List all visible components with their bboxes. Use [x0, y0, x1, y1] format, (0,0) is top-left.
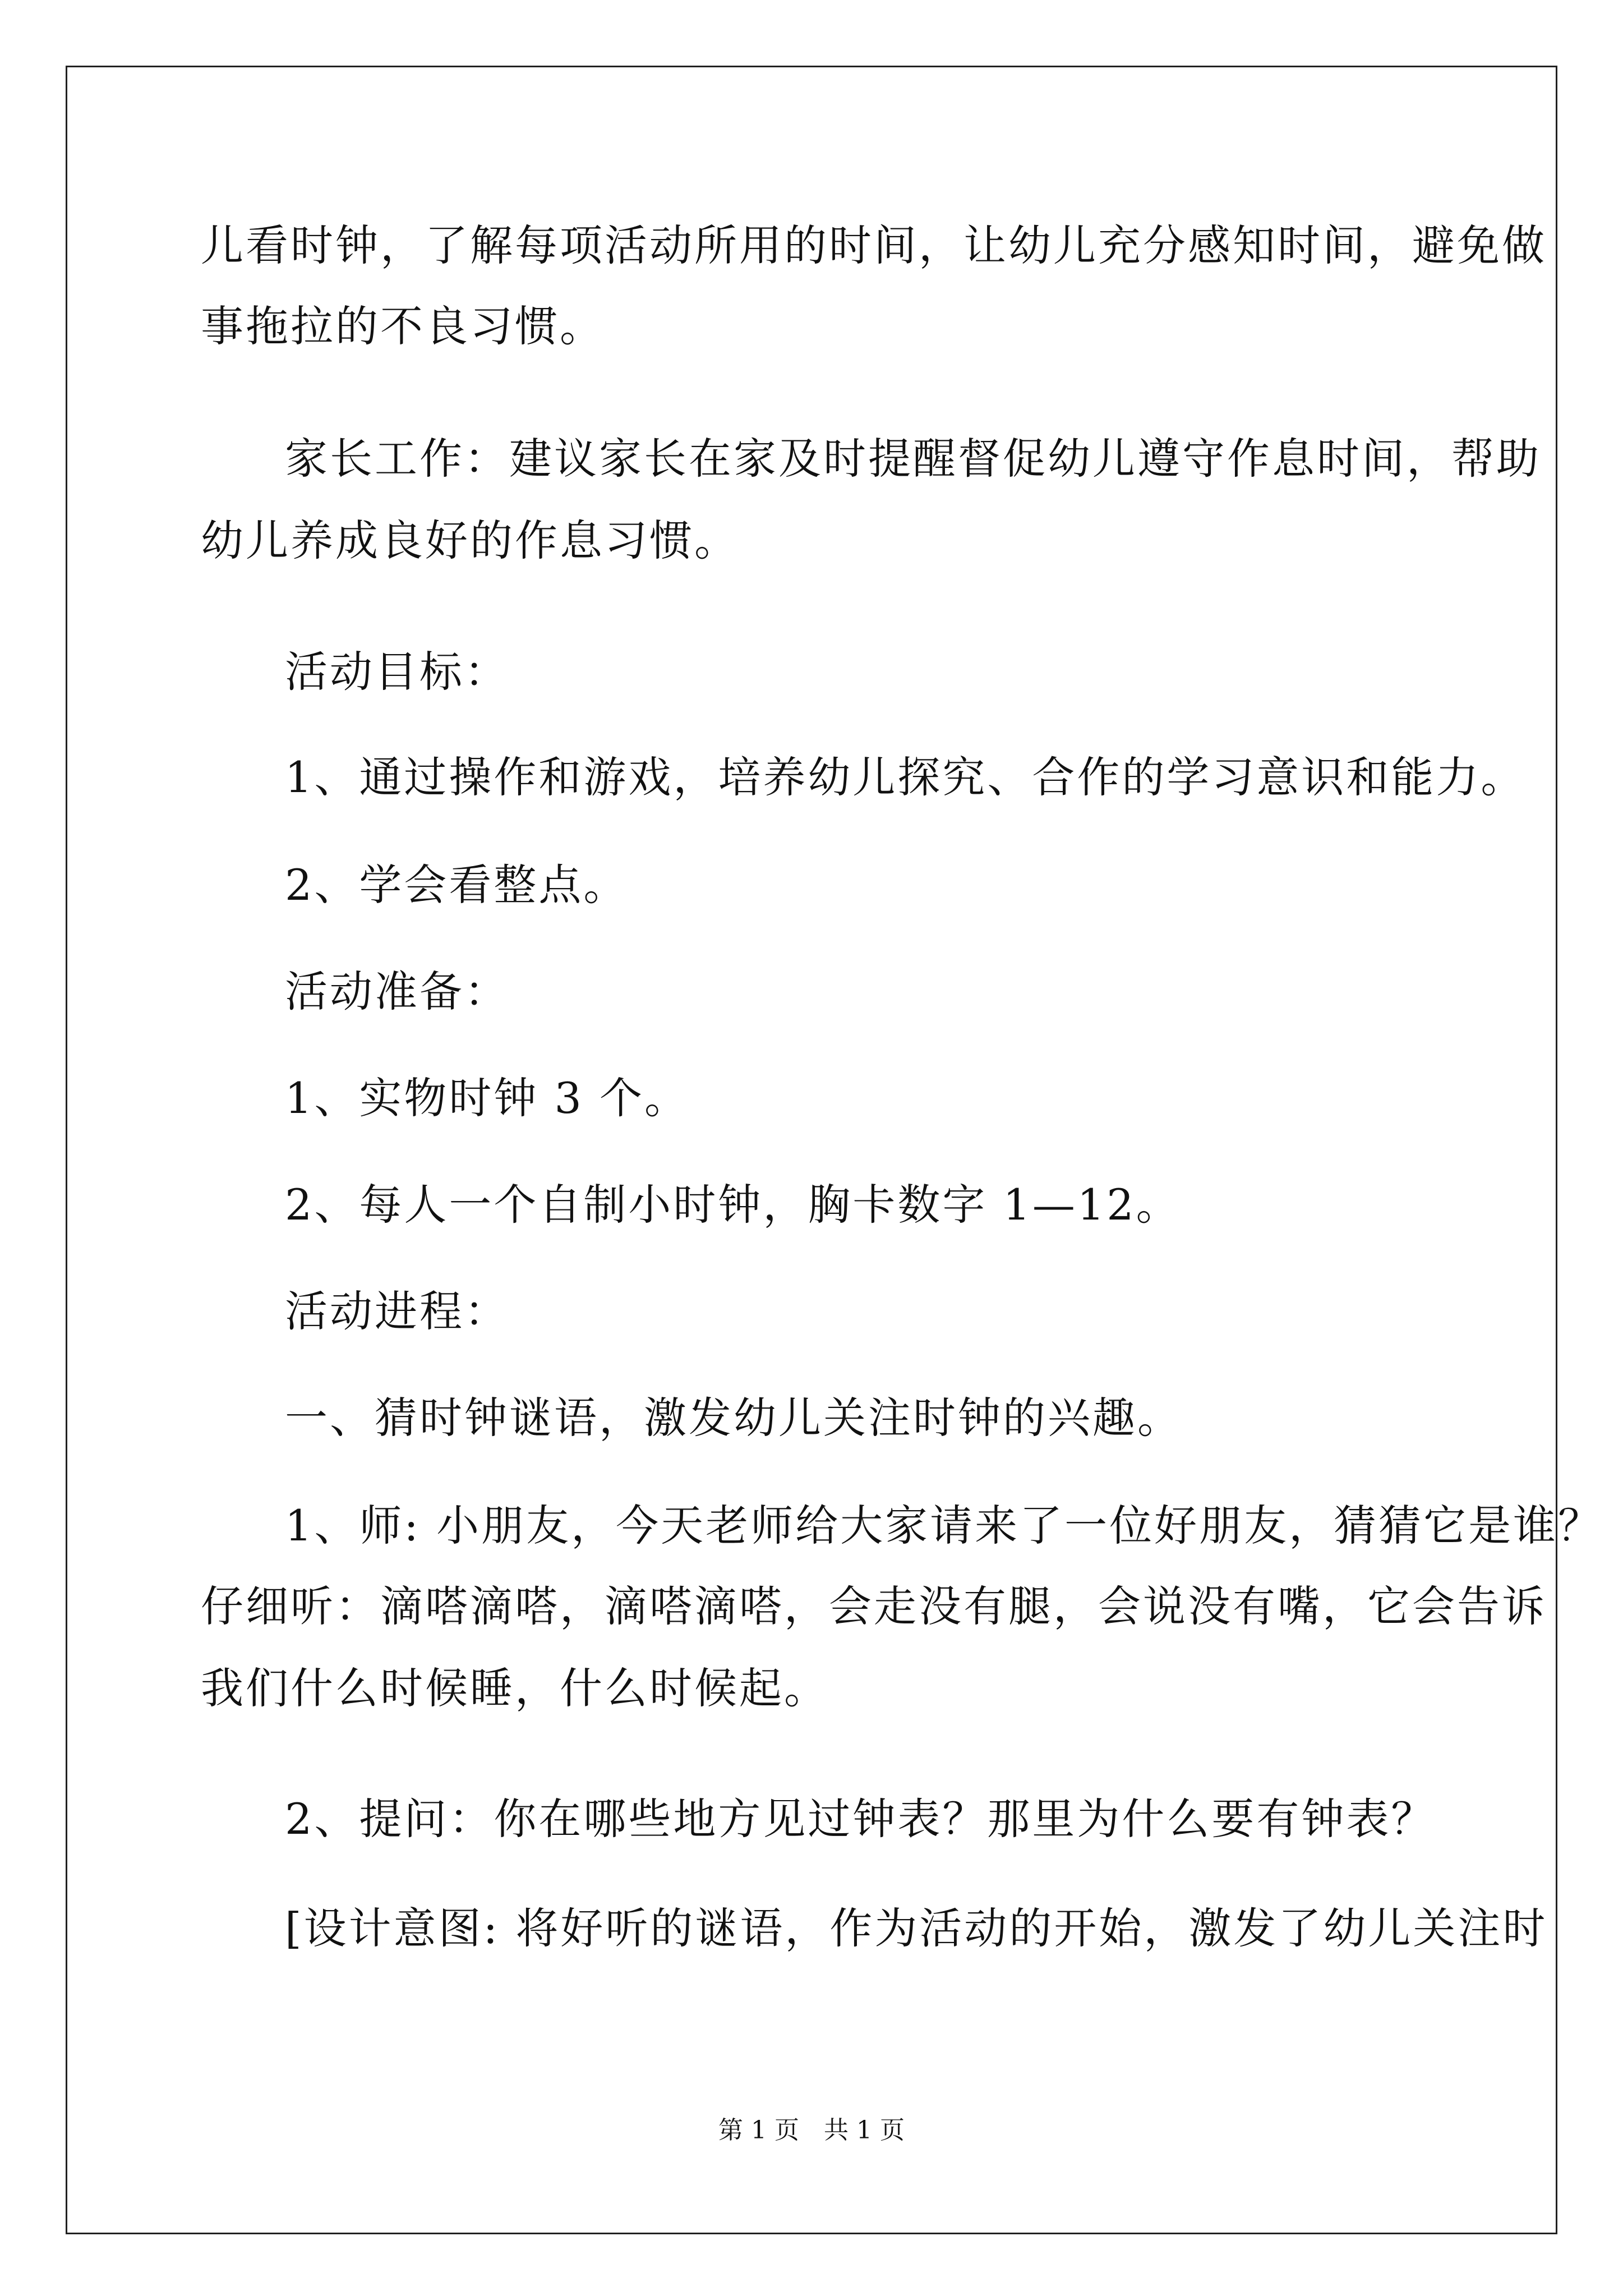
text-line: 2、每人一个自制小时钟，胸卡数字 1—12。: [285, 1180, 1181, 1230]
text-line: 活动目标：: [285, 647, 509, 697]
text-line: 一、猜时钟谜语，激发幼儿关注时钟的兴趣。: [285, 1393, 1182, 1443]
text-line: [设计意图: 将好听的谜语，作为活动的开始，激发了幼儿关注时: [285, 1903, 1548, 1953]
text-line: 2、学会看整点。: [285, 860, 629, 910]
text-line: 1、实物时钟 3 个。: [285, 1073, 690, 1123]
text-line: 仔细听：滴嗒滴嗒，滴嗒滴嗒，会走没有腿，会说没有嘴，它会告诉: [201, 1581, 1547, 1631]
text-line: 1、通过操作和游戏，培养幼儿探究、合作的学习意识和能力。: [285, 752, 1526, 802]
text-line: 事拖拉的不良习惯。: [201, 301, 605, 351]
text-line: 2、提问：你在哪些地方见过钟表？那里为什么要有钟表？: [285, 1794, 1436, 1844]
text-line: 活动准备：: [285, 967, 509, 1016]
text-line: 活动进程：: [285, 1286, 509, 1336]
text-line: 我们什么时候睡，什么时候起。: [201, 1663, 829, 1713]
text-line: 儿看时钟，了解每项活动所用的时间，让幼儿充分感知时间，避免做: [201, 220, 1547, 270]
text-line: 家长工作：建议家长在家及时提醒督促幼儿遵守作息时间，帮助: [285, 434, 1541, 484]
page-footer: 第 1 页 共 1 页: [718, 2116, 905, 2145]
text-line: 1、师: 小朋友，今天老师给大家请来了一位好朋友，猜猜它是谁？: [285, 1501, 1603, 1550]
text-line: 幼儿养成良好的作息习惯。: [201, 516, 739, 565]
